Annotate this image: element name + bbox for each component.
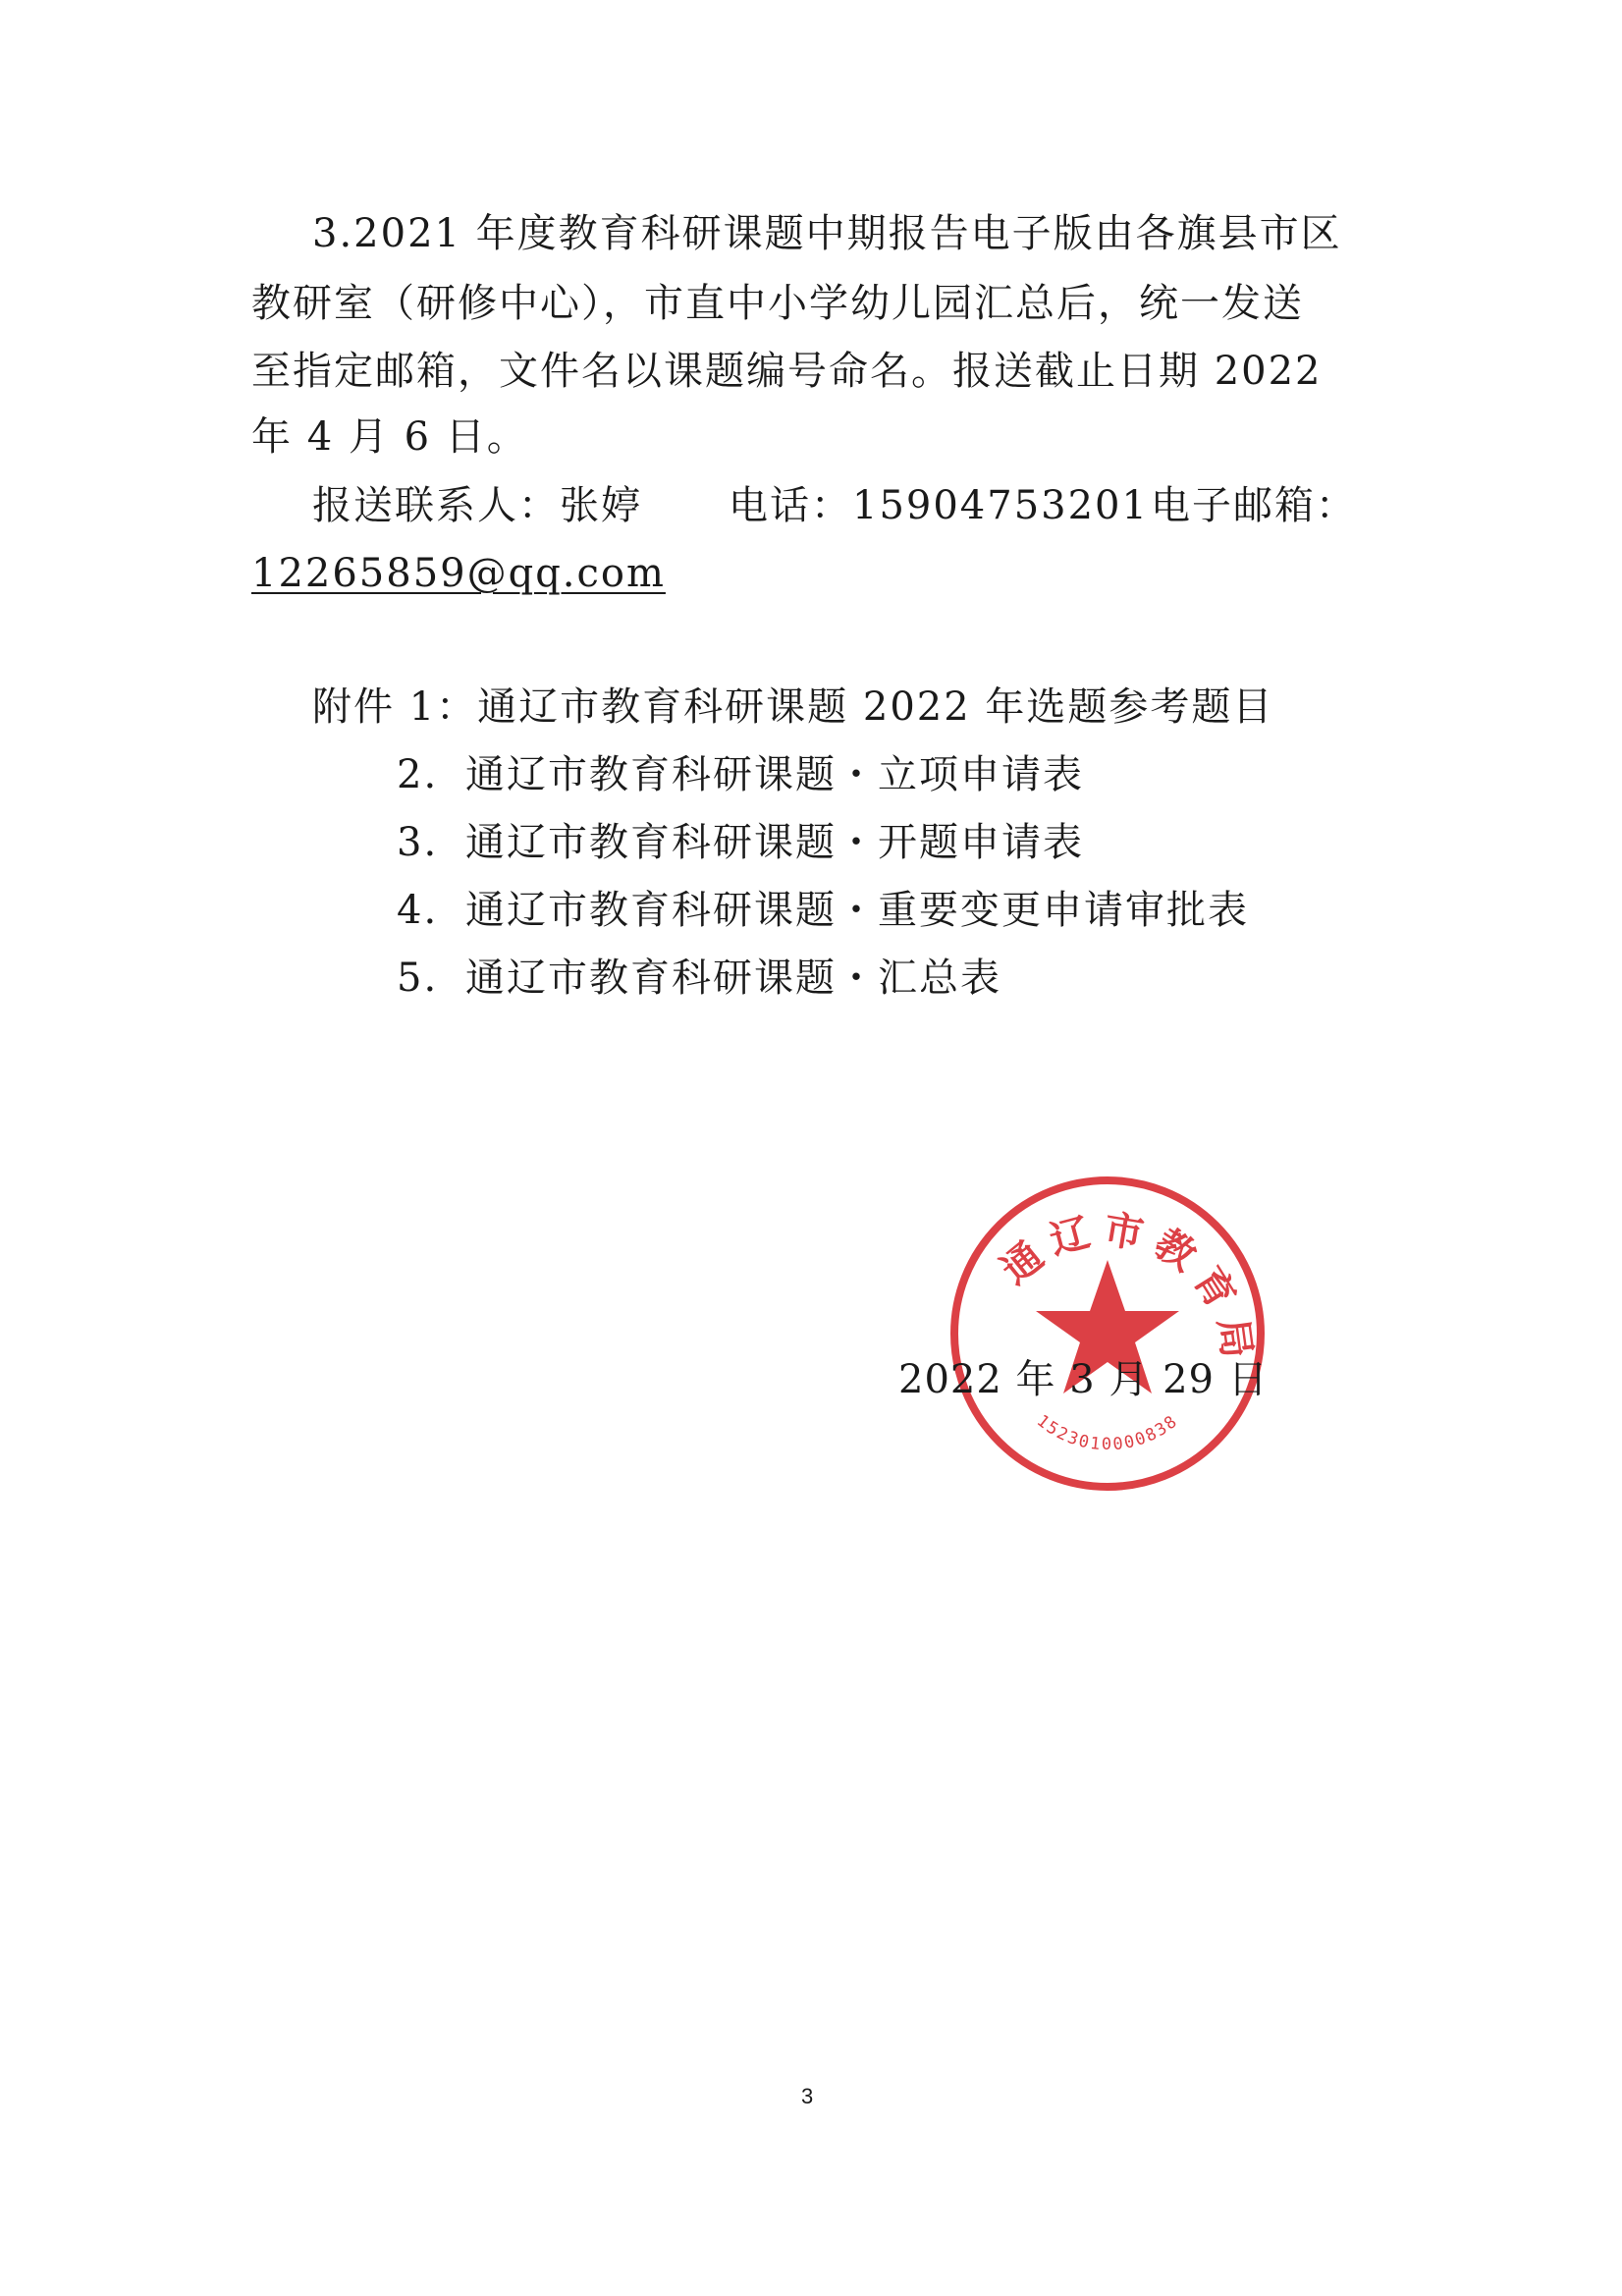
attachment-item-text: 通辽市教育科研课题・开题申请表 [465,820,1084,865]
attachment-item-number: 5. [397,956,439,1001]
attachment-item-text: 通辽市教育科研课题・重要变更申请审批表 [465,888,1249,933]
official-seal [947,1174,1268,1494]
contact-person: 报送联系人：张婷 [312,483,642,528]
contact-email-label: 电子邮箱： [1151,483,1357,528]
contact-phone: 电话：15904753201 [729,483,1149,528]
attachment-item-number: 2. [397,752,439,797]
attachment-item-text: 通辽市教育科研课题・立项申请表 [465,752,1084,797]
seal-name: 通辽市教育局 [992,1205,1262,1371]
attachment-item-text: 通辽市教育科研课题・汇总表 [465,956,1001,1001]
attachment-item-number: 4. [397,888,439,933]
contact-email-link[interactable]: 12265859@qq.com [251,551,666,596]
paragraph3-line3: 至指定邮箱，文件名以课题编号命名。报送截止日期 2022 [251,349,1323,394]
paragraph3-line4: 年 4 月 6 日。 [251,414,528,460]
page-number: 3 [801,2084,814,2108]
seal-code: 1523010000838 [1032,1410,1183,1455]
attachment-item-number: 3. [397,820,439,865]
paragraph3-line1: 3.2021 年度教育科研课题中期报告电子版由各旗县市区 [312,211,1342,256]
attachment-heading: 附件 1：通辽市教育科研课题 2022 年选题参考题目 [312,684,1274,730]
signature-date: 2022 年 3 月 29 日 [898,1357,1269,1402]
paragraph3-line2: 教研室（研修中心），市直中小学幼儿园汇总后，统一发送 [251,281,1304,326]
svg-text:1523010000838 [1033,1411,1182,1454]
